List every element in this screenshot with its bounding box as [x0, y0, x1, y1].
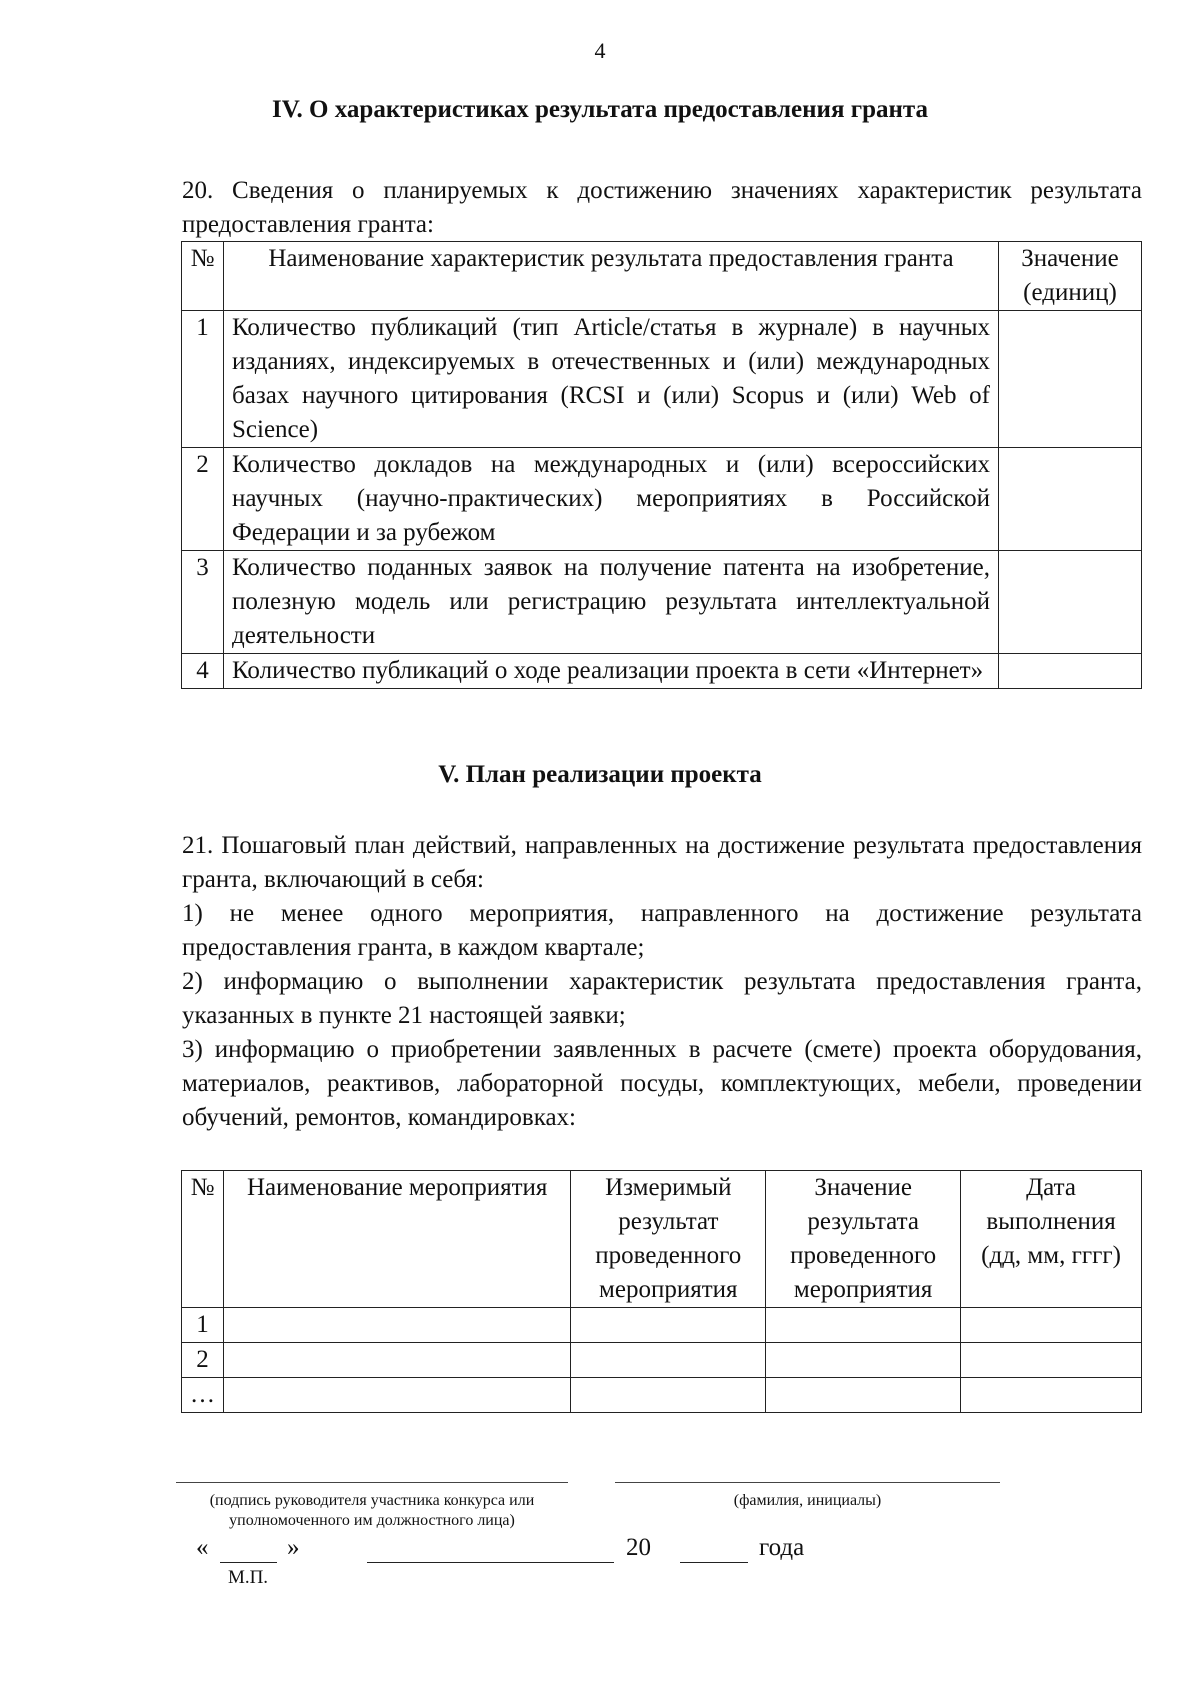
header-measurable-result: Измеримый результат проведенного мероприятия [571, 1171, 766, 1308]
page-number: 4 [594, 38, 606, 63]
header-event-name: Наименование мероприятия [224, 1171, 571, 1308]
plan-table [181, 1170, 1142, 1413]
header-number: № [182, 242, 224, 311]
row-cell [961, 1378, 1142, 1413]
row-cell [766, 1308, 961, 1343]
plan-item-1: 1) не менее одного мероприятия, направленного на достижение результата предоставления гранта, в каждом квартале; [182, 900, 1142, 961]
row-cell [766, 1378, 961, 1413]
row-value [999, 654, 1142, 689]
section-5-text [182, 829, 1142, 1135]
date-quote-close: » [287, 1534, 300, 1561]
name-caption: (фамилия, инициалы) [733, 1492, 882, 1509]
row-number: 1 [182, 311, 224, 448]
plan-item-3: 3) информацию о приобретении заявленных в расчете (смете) проекта оборудования, материалов, реактивов, лабораторной посуды, комплектующих, мебели, проведении обучений, ремонтов, командировках: [182, 1036, 1142, 1131]
row-cell [571, 1343, 766, 1378]
row-number: 1 [182, 1308, 224, 1343]
table-row [182, 551, 1142, 654]
row-value [999, 311, 1142, 448]
row-value [999, 551, 1142, 654]
header-value: Значение (единиц) [999, 242, 1142, 311]
row-cell [766, 1343, 961, 1378]
characteristics-table [181, 241, 1142, 689]
row-number: 2 [182, 448, 224, 551]
row-number: … [182, 1378, 224, 1413]
intro-paragraph: 20. Сведения о планируемых к достижению значениях характеристик результата предоставления гранта: [182, 177, 1142, 238]
date-year-blank [680, 1562, 748, 1563]
section-5-heading: V. План реализации проекта [438, 761, 762, 788]
signature-line [176, 1482, 568, 1483]
section-4-intro [182, 174, 1142, 242]
table-row [182, 1343, 1142, 1378]
row-cell [961, 1343, 1142, 1378]
row-cell [571, 1308, 766, 1343]
name-line [615, 1482, 1000, 1483]
table-row [182, 654, 1142, 689]
table-row [182, 448, 1142, 551]
row-name: Количество поданных заявок на получение патента на изобретение, полезную модель или регистрацию результата интеллектуальной деятельности [224, 551, 999, 654]
row-name: Количество публикаций о ходе реализации проекта в сети «Интернет» [224, 654, 999, 689]
row-cell [224, 1378, 571, 1413]
section-4-heading: IV. О характеристиках результата предоставления гранта [272, 96, 928, 123]
row-cell [224, 1343, 571, 1378]
header-number: № [182, 1171, 224, 1308]
row-value [999, 448, 1142, 551]
table-row [182, 311, 1142, 448]
date-month-blank [367, 1562, 614, 1563]
row-number: 3 [182, 551, 224, 654]
stamp-label: М.П. [227, 1567, 269, 1588]
date-year-suffix: года [759, 1534, 805, 1561]
plan-paragraph: 21. Пошаговый план действий, направленных на достижение результата предоставления гранта, включающий в себя: [182, 832, 1142, 893]
row-cell [224, 1308, 571, 1343]
date-day-blank [220, 1562, 277, 1563]
date-year-prefix: 20 [626, 1534, 651, 1561]
date-quote-open: « [196, 1534, 209, 1561]
table-row [182, 1378, 1142, 1413]
table-row [182, 1308, 1142, 1343]
row-name: Количество публикаций (тип Article/статья в журнале) в научных изданиях, индексируемых в отечественных и (или) международных базах научного цитирования (RCSI и (или) Scopus и (или) Web of Science) [224, 311, 999, 448]
row-cell [961, 1308, 1142, 1343]
header-result-value: Значение результата проведенного мероприятия [766, 1171, 961, 1308]
row-cell [571, 1378, 766, 1413]
header-characteristic-name: Наименование характеристик результата предоставления гранта [224, 242, 999, 311]
row-number: 4 [182, 654, 224, 689]
plan-item-2: 2) информацию о выполнении характеристик результата предоставления гранта, указанных в пункте 21 настоящей заявки; [182, 968, 1142, 1029]
row-number: 2 [182, 1343, 224, 1378]
row-name: Количество докладов на международных и (или) всероссийских научных (научно-практических) мероприятиях в Российской Федерации и за рубежом [224, 448, 999, 551]
header-date: Дата выполнения (дд, мм, гггг) [961, 1171, 1142, 1308]
signature-caption: (подпись руководителя участника конкурса или уполномоченного им должностного лица) [209, 1492, 535, 1529]
